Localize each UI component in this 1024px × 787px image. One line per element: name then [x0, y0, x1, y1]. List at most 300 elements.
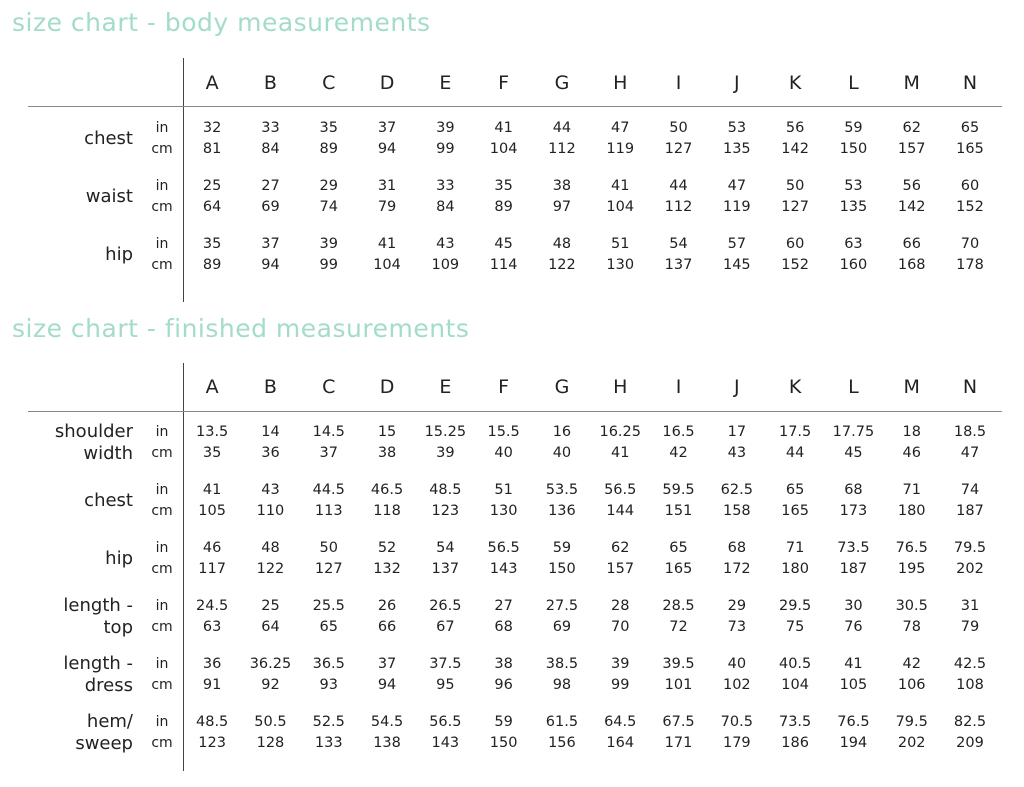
value-cell [708, 480, 766, 522]
value-cm: 127 [781, 199, 809, 215]
value-cell [416, 596, 474, 638]
value-cell [300, 176, 358, 218]
value-in: 15.5 [487, 424, 520, 440]
value-cm: 178 [956, 257, 984, 273]
value-in: 47 [727, 178, 747, 194]
value-in: 17 [727, 424, 747, 440]
value-in: 68 [727, 540, 747, 556]
unit-in: in [155, 482, 169, 498]
value-cell [708, 176, 766, 218]
value-in: 50 [669, 120, 688, 136]
row-label-line: hip [105, 548, 133, 569]
value-cell [824, 234, 882, 276]
row-label-line: hem/ [86, 711, 133, 732]
value-in: 39.5 [662, 656, 695, 672]
unit-in: in [155, 424, 169, 440]
value-cell [300, 596, 358, 638]
value-in: 56 [902, 178, 921, 194]
value-in: 76.5 [837, 714, 870, 730]
row-label-line: sweep [75, 733, 133, 754]
value-cm: 95 [436, 677, 455, 693]
value-in: 16 [552, 424, 572, 440]
value-in: 63 [844, 236, 863, 252]
unit-in: in [155, 236, 169, 252]
value-cm: 165 [956, 141, 984, 157]
value-cell [649, 234, 707, 276]
value-in: 46.5 [370, 482, 404, 498]
value-cm: 138 [373, 735, 401, 751]
value-in: 56.5 [487, 540, 520, 556]
value-cell [824, 596, 882, 638]
value-in: 53 [727, 120, 747, 136]
value-cell [591, 118, 649, 160]
value-cm: 151 [664, 503, 693, 519]
value-cell [883, 176, 941, 218]
value-cm: 122 [256, 561, 285, 577]
value-in: 29.5 [778, 598, 812, 614]
value-cell [766, 234, 824, 276]
table-row [28, 478, 1002, 528]
value-cell [358, 422, 416, 464]
value-cm: 94 [377, 141, 397, 157]
value-cm: 69 [552, 619, 572, 635]
unit-cm: cm [151, 503, 173, 519]
value-cm: 89 [494, 199, 513, 215]
value-cell [533, 596, 591, 638]
value-in: 76.5 [895, 540, 928, 556]
value-cm: 44 [785, 445, 805, 461]
value-cm: 137 [431, 561, 460, 577]
value-cell [649, 538, 707, 580]
value-cm: 157 [897, 141, 926, 157]
value-cell [533, 712, 591, 754]
value-in: 30.5 [895, 598, 928, 614]
value-cell [416, 422, 474, 464]
value-cm: 127 [314, 561, 343, 577]
size-header-a: A [205, 376, 219, 398]
value-in: 31 [960, 598, 980, 614]
value-cell [824, 712, 882, 754]
value-cm: 142 [897, 199, 926, 215]
value-cell [591, 654, 649, 696]
value-in: 79.5 [953, 540, 987, 556]
value-in: 37 [377, 120, 397, 136]
value-cell [183, 654, 241, 696]
value-cm: 150 [548, 561, 576, 577]
value-cell [591, 176, 649, 218]
value-in: 27.5 [545, 598, 579, 614]
value-cm: 64 [202, 199, 222, 215]
row-values [183, 654, 999, 696]
value-cell [300, 538, 358, 580]
value-in: 44.5 [312, 482, 345, 498]
value-cm: 40 [494, 445, 513, 461]
value-cell [183, 480, 241, 522]
value-cm: 37 [319, 445, 338, 461]
value-in: 62.5 [720, 482, 753, 498]
value-cell [941, 176, 999, 218]
value-cell [883, 596, 941, 638]
row-label-line: width [83, 443, 133, 464]
value-in: 13.5 [196, 424, 229, 440]
size-header-n: N [962, 72, 978, 94]
table-row [28, 232, 1002, 282]
value-cell [416, 538, 474, 580]
value-in: 27 [261, 178, 280, 194]
value-cm: 97 [552, 199, 572, 215]
value-cell [883, 118, 941, 160]
value-cell [766, 176, 824, 218]
value-in: 38.5 [545, 656, 579, 672]
value-cell [474, 596, 532, 638]
value-cell [358, 118, 416, 160]
value-cell [183, 118, 241, 160]
size-header-c: C [322, 376, 336, 398]
value-in: 82.5 [953, 714, 987, 730]
row-label-line: shoulder [54, 421, 133, 442]
value-in: 41 [844, 656, 863, 672]
value-in: 73.5 [837, 540, 870, 556]
value-in: 59.5 [662, 482, 695, 498]
table-row [28, 536, 1002, 586]
value-in: 70 [960, 236, 980, 252]
value-cm: 64 [261, 619, 280, 635]
value-in: 65 [669, 540, 688, 556]
value-in: 26.5 [429, 598, 462, 614]
value-cm: 89 [319, 141, 338, 157]
table-row [28, 710, 1002, 760]
value-in: 33 [436, 178, 455, 194]
value-cm: 68 [494, 619, 513, 635]
row-label-line: dress [84, 675, 133, 696]
value-cell [416, 234, 474, 276]
value-cell [358, 654, 416, 696]
value-cell [941, 712, 999, 754]
value-cell [941, 234, 999, 276]
value-cell [883, 538, 941, 580]
value-cell [766, 712, 824, 754]
value-in: 41 [611, 178, 630, 194]
value-cell [300, 234, 358, 276]
value-cm: 158 [722, 503, 751, 519]
unit-labels [144, 538, 180, 580]
value-cm: 135 [722, 141, 751, 157]
value-in: 37 [261, 236, 280, 252]
value-cell [474, 712, 532, 754]
value-cm: 187 [956, 503, 984, 519]
size-header-e: E [439, 72, 452, 94]
unit-labels [144, 712, 180, 754]
value-in: 43 [436, 236, 455, 252]
value-in: 35 [494, 178, 513, 194]
unit-cm: cm [151, 677, 173, 693]
unit-in: in [155, 656, 169, 672]
value-cell [241, 118, 299, 160]
value-in: 39 [611, 656, 630, 672]
value-cm: 93 [319, 677, 338, 693]
unit-cm: cm [151, 561, 173, 577]
value-in: 59 [844, 120, 863, 136]
value-cell [241, 538, 299, 580]
value-cell [824, 422, 882, 464]
value-cm: 135 [839, 199, 868, 215]
value-cm: 36 [261, 445, 280, 461]
value-cell [766, 654, 824, 696]
size-header-l: L [848, 72, 859, 94]
value-cell [183, 422, 241, 464]
value-cm: 63 [202, 619, 222, 635]
size-header-i: I [675, 376, 682, 398]
value-cm: 70 [611, 619, 630, 635]
unit-cm: cm [151, 257, 173, 273]
size-header-d: D [379, 72, 395, 94]
value-cell [533, 118, 591, 160]
value-in: 36.25 [249, 656, 292, 672]
value-cell [183, 234, 241, 276]
size-header-n: N [962, 376, 978, 398]
value-cell [941, 480, 999, 522]
unit-in: in [155, 598, 169, 614]
value-cell [358, 712, 416, 754]
value-in: 35 [319, 120, 338, 136]
value-in: 57 [727, 236, 747, 252]
table-row [28, 174, 1002, 224]
value-in: 14 [261, 424, 280, 440]
value-cm: 136 [548, 503, 576, 519]
table-row [28, 594, 1002, 644]
row-label [13, 420, 133, 466]
unit-in: in [155, 714, 169, 730]
value-cell [300, 480, 358, 522]
value-in: 28.5 [662, 598, 695, 614]
value-in: 70.5 [720, 714, 753, 730]
value-cm: 165 [781, 503, 809, 519]
value-cm: 119 [722, 199, 751, 215]
value-cm: 123 [431, 503, 460, 519]
unit-labels [144, 596, 180, 638]
value-in: 32 [202, 120, 222, 136]
size-header-m: M [903, 376, 920, 398]
row-label-line: length - [63, 595, 133, 616]
value-cell [649, 654, 707, 696]
value-cell [649, 422, 707, 464]
value-cm: 137 [664, 257, 693, 273]
value-cell [358, 176, 416, 218]
value-cm: 130 [489, 503, 518, 519]
value-cm: 165 [664, 561, 693, 577]
value-in: 64.5 [604, 714, 637, 730]
value-cm: 145 [722, 257, 751, 273]
value-cell [766, 538, 824, 580]
value-cm: 43 [727, 445, 747, 461]
value-cm: 106 [897, 677, 926, 693]
value-cm: 187 [839, 561, 868, 577]
value-cm: 160 [839, 257, 868, 273]
value-cell [649, 118, 707, 160]
value-in: 16.25 [599, 424, 641, 440]
value-in: 14.5 [312, 424, 345, 440]
value-cell [474, 118, 532, 160]
value-cm: 112 [664, 199, 693, 215]
value-in: 42 [902, 656, 921, 672]
value-cm: 130 [606, 257, 635, 273]
value-cm: 79 [960, 619, 980, 635]
body-chart-title: size chart - body measurements [12, 8, 431, 37]
value-cm: 69 [261, 199, 280, 215]
value-cm: 123 [198, 735, 226, 751]
row-label-line: hip [105, 244, 133, 265]
size-header-m: M [903, 72, 920, 94]
value-in: 41 [202, 482, 222, 498]
row-label-line: chest [84, 128, 133, 149]
value-in: 46 [202, 540, 222, 556]
value-cell [241, 712, 299, 754]
unit-in: in [155, 540, 169, 556]
value-cell [591, 712, 649, 754]
unit-cm: cm [151, 141, 173, 157]
value-cell [708, 596, 766, 638]
value-cell [591, 422, 649, 464]
value-cm: 66 [377, 619, 397, 635]
size-header-j: J [734, 72, 740, 94]
value-in: 18 [902, 424, 921, 440]
value-in: 50 [319, 540, 338, 556]
value-in: 38 [552, 178, 572, 194]
value-cm: 94 [377, 677, 397, 693]
value-cell [591, 234, 649, 276]
value-cm: 104 [373, 257, 401, 273]
size-header-j: J [734, 376, 740, 398]
value-in: 47 [611, 120, 630, 136]
value-cell [183, 596, 241, 638]
value-cell [241, 654, 299, 696]
row-label-line: chest [84, 490, 133, 511]
value-cm: 173 [839, 503, 868, 519]
value-cell [474, 538, 532, 580]
table-row [28, 420, 1002, 470]
value-cell [883, 654, 941, 696]
row-values [183, 712, 999, 754]
value-in: 53.5 [545, 482, 579, 498]
value-cell [358, 596, 416, 638]
value-cell [708, 422, 766, 464]
value-cell [241, 234, 299, 276]
value-cm: 45 [844, 445, 863, 461]
value-in: 48 [261, 540, 280, 556]
value-in: 52.5 [312, 714, 345, 730]
value-cell [533, 234, 591, 276]
value-cell [766, 480, 824, 522]
value-in: 44 [669, 178, 688, 194]
value-cm: 102 [722, 677, 751, 693]
value-in: 66 [902, 236, 921, 252]
value-cell [883, 712, 941, 754]
finished-measurements-table [28, 363, 1002, 771]
size-header-b: B [263, 376, 277, 398]
value-in: 43 [261, 482, 280, 498]
value-cm: 104 [606, 199, 635, 215]
value-in: 50 [785, 178, 805, 194]
unit-cm: cm [151, 619, 173, 635]
value-cell [416, 480, 474, 522]
row-values [183, 234, 999, 276]
body-measurements-table [28, 58, 1002, 302]
value-cm: 46 [902, 445, 921, 461]
size-header-g: G [554, 72, 570, 94]
value-cm: 104 [489, 141, 518, 157]
value-cm: 142 [781, 141, 809, 157]
value-in: 65 [785, 482, 805, 498]
value-in: 62 [611, 540, 630, 556]
row-label [13, 232, 133, 278]
unit-cm: cm [151, 199, 173, 215]
unit-cm: cm [151, 445, 173, 461]
value-in: 48 [552, 236, 572, 252]
value-cell [533, 538, 591, 580]
value-cell [300, 422, 358, 464]
value-cm: 133 [314, 735, 343, 751]
value-cm: 73 [727, 619, 747, 635]
value-cm: 109 [431, 257, 460, 273]
value-in: 30 [844, 598, 863, 614]
value-in: 41 [377, 236, 397, 252]
value-cm: 72 [669, 619, 688, 635]
header-divider [28, 411, 1002, 412]
table-row [28, 652, 1002, 702]
value-cm: 194 [839, 735, 868, 751]
value-in: 61.5 [545, 714, 579, 730]
value-cm: 96 [494, 677, 513, 693]
value-cm: 91 [202, 677, 222, 693]
value-in: 15 [377, 424, 397, 440]
value-cell [708, 538, 766, 580]
value-cm: 179 [722, 735, 751, 751]
value-in: 38 [494, 656, 513, 672]
value-cm: 195 [897, 561, 926, 577]
value-cm: 94 [261, 257, 280, 273]
value-cm: 132 [373, 561, 401, 577]
value-cell [241, 480, 299, 522]
value-in: 79.5 [895, 714, 928, 730]
value-cell [766, 596, 824, 638]
size-header-k: K [788, 72, 802, 94]
value-in: 29 [727, 598, 747, 614]
value-cm: 75 [785, 619, 805, 635]
value-cell [824, 480, 882, 522]
value-cm: 99 [436, 141, 455, 157]
value-in: 31 [377, 178, 397, 194]
value-in: 53 [844, 178, 863, 194]
value-cm: 35 [202, 445, 222, 461]
value-cell [649, 480, 707, 522]
value-cell [708, 654, 766, 696]
value-cell [241, 422, 299, 464]
value-in: 74 [960, 482, 980, 498]
value-cell [416, 712, 474, 754]
value-cell [941, 538, 999, 580]
value-cm: 180 [897, 503, 926, 519]
unit-labels [144, 480, 180, 522]
value-cm: 47 [960, 445, 980, 461]
size-header-l: L [848, 376, 859, 398]
value-cm: 42 [669, 445, 688, 461]
value-cell [941, 654, 999, 696]
value-cell [474, 422, 532, 464]
value-cell [824, 118, 882, 160]
unit-labels [144, 422, 180, 464]
row-values [183, 480, 999, 522]
value-in: 48.5 [429, 482, 462, 498]
